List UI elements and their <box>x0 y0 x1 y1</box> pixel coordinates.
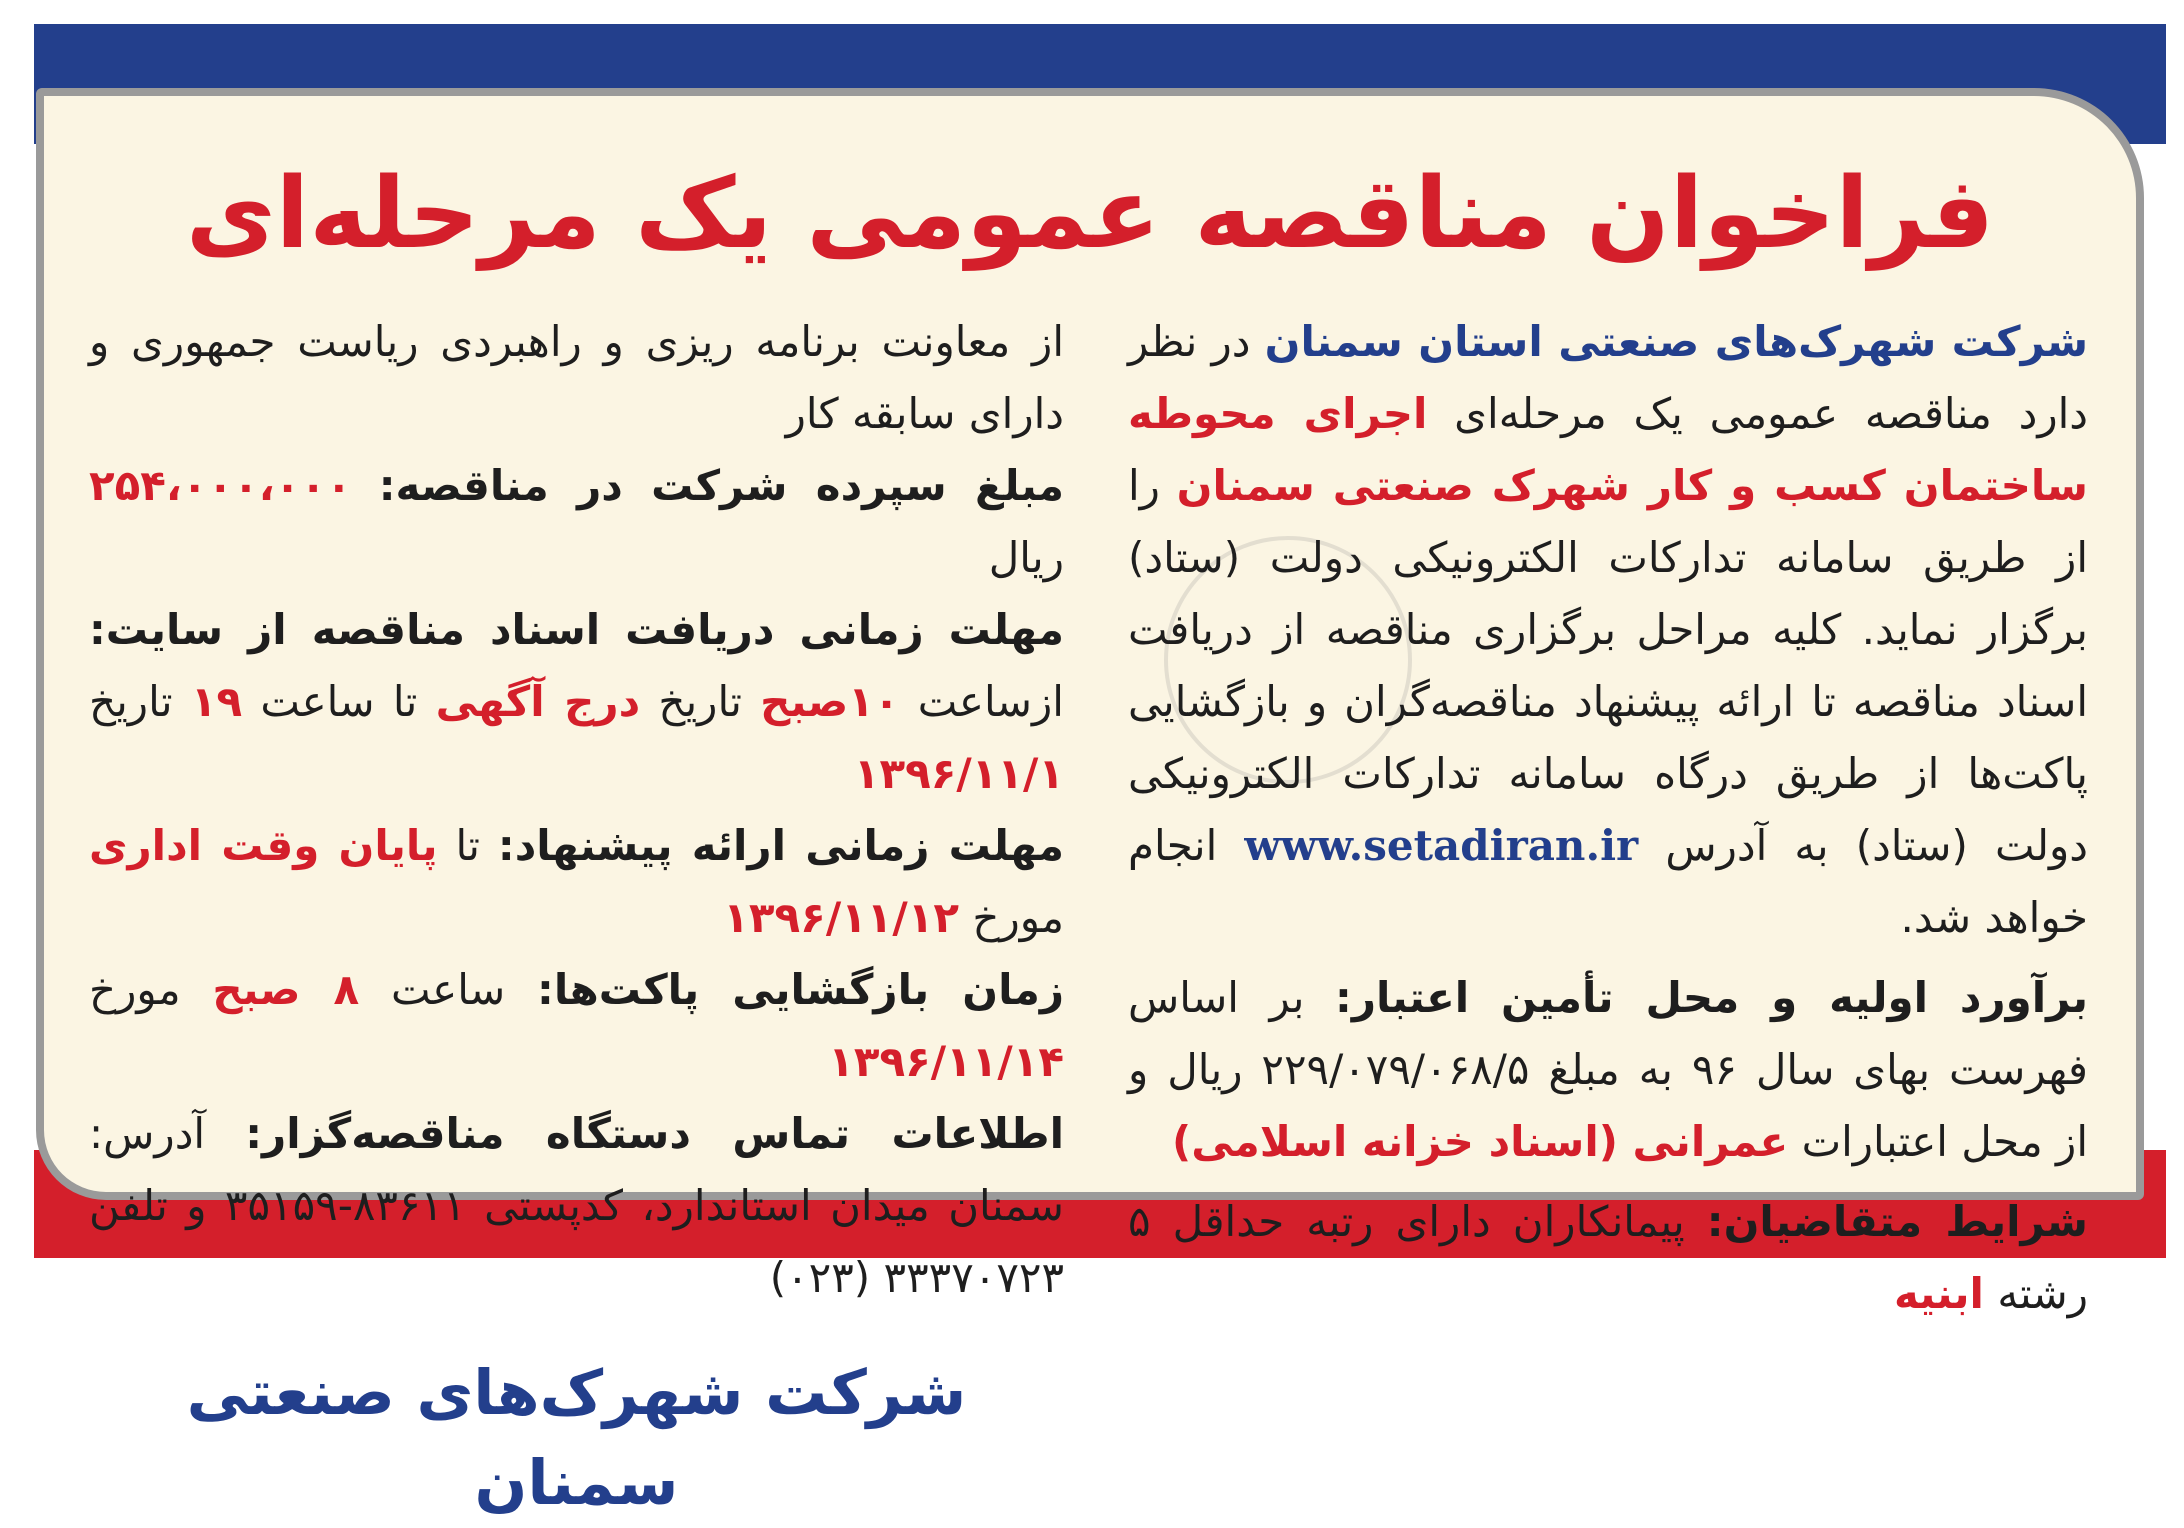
docs-end-date: ۱۳۹۶/۱۱/۱ <box>853 749 1064 798</box>
opening-label: زمان بازگشایی پاکت‌ها: <box>537 965 1065 1014</box>
estimate-paragraph <box>1128 962 2088 1178</box>
offer-until-text: تا <box>455 821 480 870</box>
conditions-continued: از معاونت برنامه ریزی و راهبردی ریاست جمهوری و دارای سابقه کار <box>89 317 1064 438</box>
organizer-name: شرکت شهرک‌های صنعتی استان سمنان <box>1264 317 2088 366</box>
offer-dated-text: مورخ <box>972 893 1064 942</box>
estimate-text: بر اساس فهرست بهای سال ۹۶ به مبلغ ۲۲۹/۰۷۹/۰۶۸/۵ ریال و از محل اعتبارات <box>1128 973 2088 1166</box>
contact-paragraph <box>89 1098 1064 1314</box>
left-column <box>89 306 1064 1528</box>
project-name: اجرای محوطه ساختمان کسب و کار شهرک صنعتی سمنان <box>1128 389 2088 510</box>
page-title: فراخوان مناقصه عمومی یک مرحله‌ای <box>185 157 1995 271</box>
docs-date-word-2: تاریخ <box>89 677 173 726</box>
notice-panel <box>36 88 2144 1519</box>
offer-end-text: پایان وقت اداری <box>89 821 438 870</box>
contact-text: آدرس: سمنان میدان استاندارد، کدپستی ۸۳۶۱۱-۳۵۱۵۹ و تلفن ۳۳۳۷۰۷۲۳ (۰۲۳) <box>89 1109 1064 1302</box>
docs-start-date: درج آگهی <box>435 677 641 726</box>
contact-label: اطلاعات تماس دستگاه مناقصه‌گزار: <box>245 1109 1064 1158</box>
opening-time: ۸ صبح <box>212 965 360 1014</box>
docs-start-time: ۱۰صبح <box>760 677 900 726</box>
conditions-paragraph <box>1128 1186 2088 1330</box>
conditions-field: ابنیه <box>1894 1269 1984 1318</box>
conditions-text: پیمانکاران دارای رتبه حداقل ۵ رشته <box>1128 1197 2088 1318</box>
intro-paragraph <box>1128 306 2088 954</box>
docs-end-time: ۱۹ <box>190 677 243 726</box>
offer-deadline-paragraph <box>89 810 1064 954</box>
intro-text-3: انجام خواهد شد. <box>1128 821 2088 942</box>
opening-dated-text: مورخ <box>89 965 181 1014</box>
estimate-fund: عمرانی (اسناد خزانه اسلامی) <box>1172 1117 1789 1166</box>
deposit-paragraph <box>89 450 1064 594</box>
deposit-amount: ۲۵۴،۰۰۰،۰۰۰ <box>89 461 352 510</box>
estimate-label: برآورد اولیه و محل تأمین اعتبار: <box>1335 973 2089 1022</box>
conditions-label: شرایط متقاضیان: <box>1706 1197 2088 1246</box>
intro-text-1: در نظر دارد مناقصه عمومی یک مرحله‌ای <box>1128 317 2088 438</box>
docs-deadline-label: مهلت زمانی دریافت اسناد مناقصه از سایت: <box>89 605 1064 654</box>
opening-paragraph <box>89 954 1064 1098</box>
opening-hour-word: ساعت <box>390 965 506 1014</box>
docs-deadline-paragraph <box>89 594 1064 810</box>
deposit-unit: ریال <box>988 533 1064 582</box>
right-column <box>1128 306 2088 1330</box>
offer-deadline-label: مهلت زمانی ارائه پیشنهاد: <box>497 821 1065 870</box>
opening-date: ۱۳۹۶/۱۱/۱۴ <box>828 1037 1064 1086</box>
deposit-label: مبلغ سپرده شرکت در مناقصه: <box>378 461 1065 510</box>
offer-date: ۱۳۹۶/۱۱/۱۲ <box>723 893 960 942</box>
setad-url-link[interactable]: www.setadiran.ir <box>1244 821 1639 870</box>
docs-from-text: ازساعت <box>917 677 1064 726</box>
signature: شرکت شهرک‌های صنعتی سمنان <box>186 1356 967 1519</box>
docs-date-word: تاریخ <box>658 677 742 726</box>
docs-until-text: تا ساعت <box>260 677 418 726</box>
intro-text-2: را از طریق سامانه تدارکات الکترونیکی دولت (ستاد) برگزار نماید. کلیه مراحل برگزاری مناقصه از دریافت اسناد مناقصه تا ارائه پیشنهاد مناقصه‌گران و بازگشایی پاکت‌ها از طریق درگاه سامانه تدارکات الکترونیکی دولت (ستاد) به آدرس <box>1128 461 2088 870</box>
